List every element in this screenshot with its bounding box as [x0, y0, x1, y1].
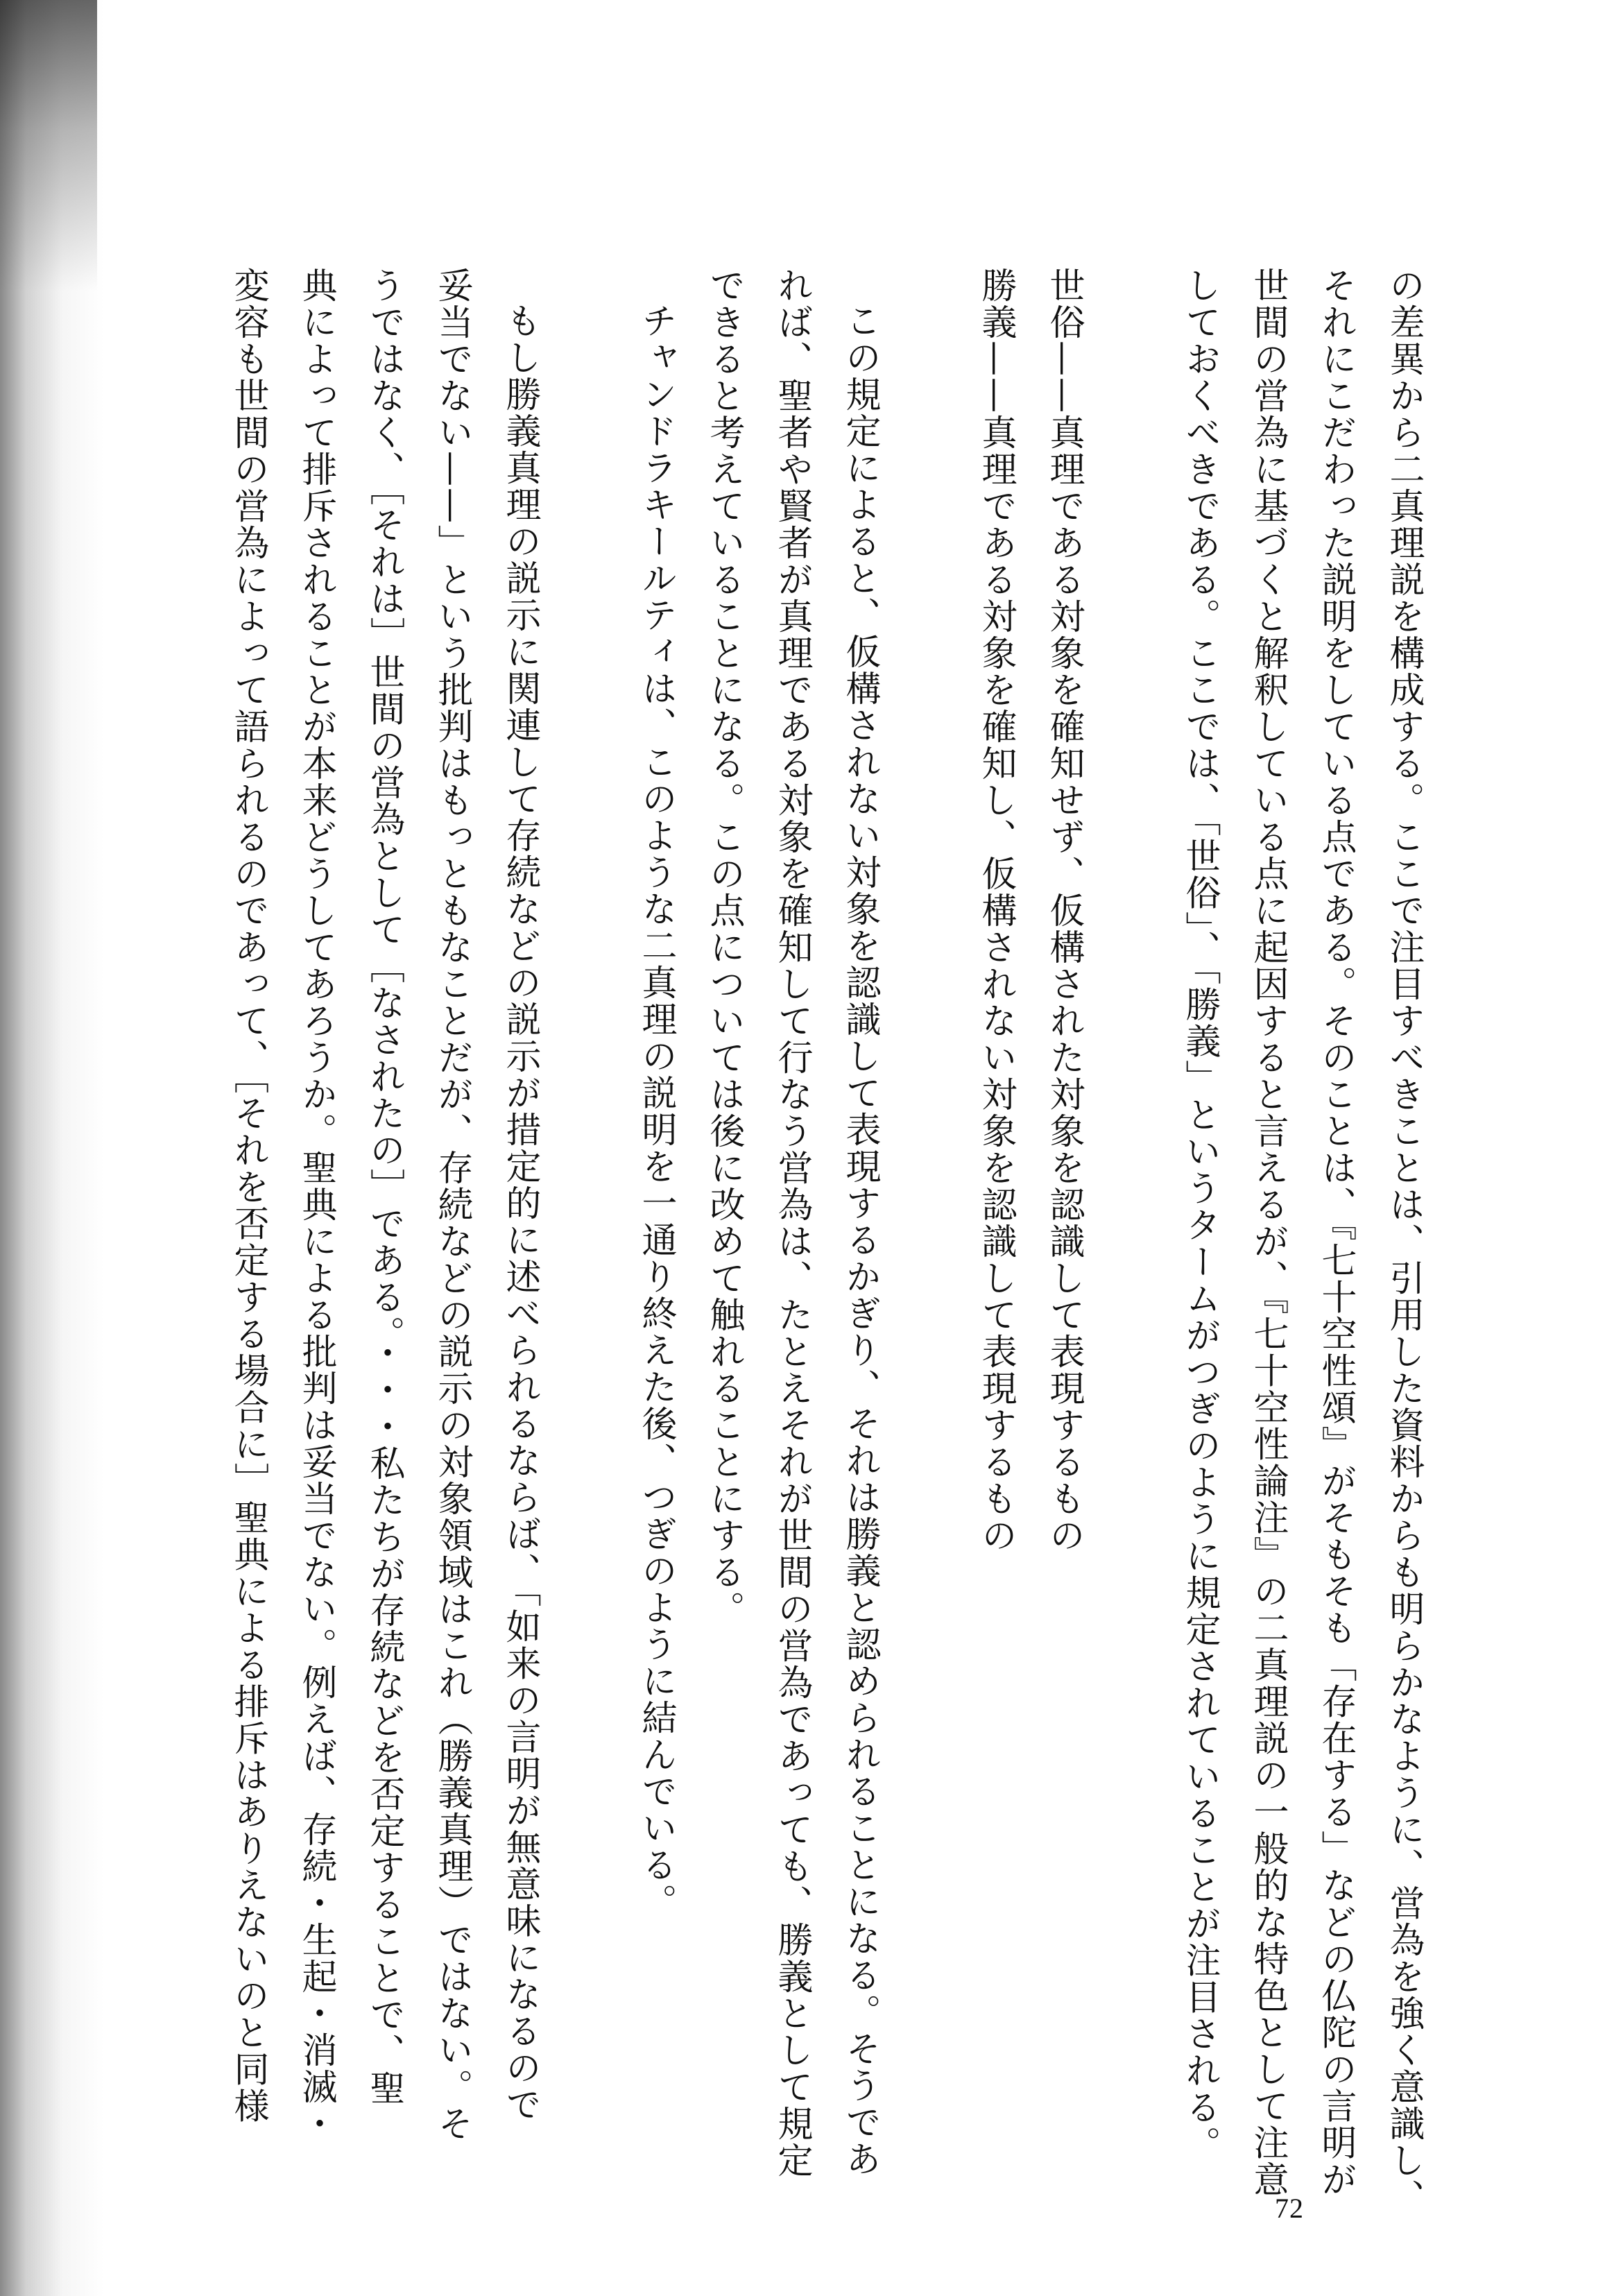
spacer	[1097, 267, 1165, 2216]
body-line: れば、聖者や賢者が真理である対象を確知して行なう営為は、たとえそれが世間の営為であっても、勝義として規定	[771, 267, 812, 2179]
body-line: しておくべきである。ここでは、「世俗」、「勝義」というタームがつぎのように規定されていることが注目される。	[1179, 267, 1220, 2163]
body-line: できると考えていることになる。この点については後に改めて触れることにする。	[703, 267, 744, 1627]
spacer	[553, 267, 621, 2216]
spacer	[893, 267, 961, 2216]
definition-ultimate: 勝義——真理である対象を確知し、仮構されない対象を認識して表現するもの	[975, 267, 1016, 1554]
page-number: 72	[1275, 2193, 1304, 2224]
body-line: 世間の営為に基づくと解釈している点に起因すると言えるが、『七十空性論注』の二真理説の一般的な特色として注意	[1247, 267, 1288, 2198]
quote-line: 妥当でない——」という批判はもっともなことだが、存続などの説示の対象領域はこれ（勝義真理）ではない。そ	[431, 267, 472, 2142]
scan-shadow-left	[0, 0, 104, 2296]
page-body	[214, 267, 1437, 2216]
body-line: この規定によると、仮構されない対象を認識して表現するかぎり、それは勝義と認められることになる。そうであ	[839, 302, 880, 2177]
definition-conventional: 世俗——真理である対象を確知せず、仮構された対象を認識して表現するもの	[1043, 267, 1084, 1554]
quote-line: 変容も世間の営為によって語られるのであって、［それを否定する場合に］聖典による排斥はありえないのと同様	[227, 267, 268, 2125]
body-line: それにこだわった説明をしている点である。そのことは、『七十空性頌』がそもそも「存在する」などの仏陀の言明が	[1315, 267, 1356, 2198]
quote-line: もし勝義真理の説示に関連して存続などの説示が措定的に述べられるならば、「如来の言明が無意味になるので	[499, 302, 540, 2123]
scan-shadow-top	[0, 0, 97, 291]
quote-line: 典によって排斥されることが本来どうしてあろうか。聖典による批判は妥当でない。例えば、存続・生起・消滅・	[295, 267, 336, 2142]
quote-line: うではなく、［それは］世間の営為として［なされたの］である。・・・私たちが存続などを否定することで、聖	[363, 267, 404, 2107]
body-line: の差異から二真理説を構成する。ここで注目すべきことは、引用した資料からも明らかなように、営為を強く意識し、	[1383, 267, 1424, 2216]
body-line: チャンドラキールティは、このような二真理の説明を一通り終えた後、つぎのように結んでいる。	[635, 302, 676, 1920]
